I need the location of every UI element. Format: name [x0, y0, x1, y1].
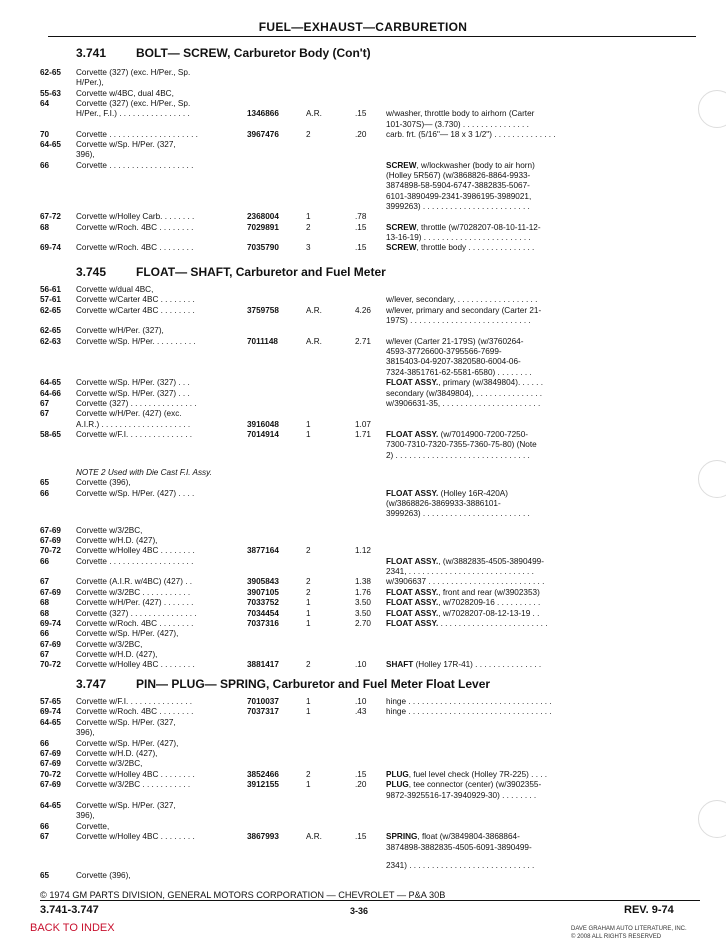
description: Corvette w/Sp. H/Per. . . . . . . . . . — [76, 336, 196, 346]
part-detail: 3874898-3882835-4505-6091-3890499- — [386, 842, 532, 852]
price: 3.50 — [355, 608, 371, 618]
description: Corvette w/H/Per. (427) (exc. — [76, 409, 182, 419]
price: .15 — [355, 109, 367, 119]
part-detail: w/lever, secondary, . . . . . . . . . . . . . . . . . . — [386, 295, 538, 305]
year-range: 67-69 — [40, 536, 61, 546]
description: Corvette w/3/2BC . . . . . . . . . . . — [76, 587, 191, 597]
quantity: 2 — [306, 587, 311, 597]
part-detail: 13-16-19) . . . . . . . . . . . . . . . . . . . . . . . . — [386, 232, 531, 242]
description: Corvette w/Roch. 4BC . . . . . . . . — [76, 618, 194, 628]
page-number: 3-36 — [350, 906, 369, 916]
price: .15 — [355, 832, 367, 842]
year-range: 67-69 — [40, 525, 61, 535]
year-range: 67-69 — [40, 639, 61, 649]
part-detail: w/lever, primary and secondary (Carter 21- — [386, 305, 542, 315]
price: .43 — [355, 707, 367, 717]
price: 4.26 — [355, 305, 371, 315]
description: Corvette w/Roch. 4BC . . . . . . . . — [76, 222, 194, 232]
part-number: 7011148 — [247, 336, 278, 346]
price: 3.50 — [355, 598, 371, 608]
year-range: 64-65 — [40, 717, 61, 727]
part-number: 3912155 — [247, 780, 279, 790]
description: Corvette w/Sp. H/Per. (327) . . . — [76, 388, 190, 398]
year-range: 64-65 — [40, 378, 61, 388]
description: Corvette (327) . . . . . . . . . . . . . . . — [76, 398, 197, 408]
part-detail: FLOAT ASSY. . . . . . . . . . . . . . . . . . . . . . . . . — [386, 618, 548, 628]
description: Corvette w/3/2BC, — [76, 639, 143, 649]
part-detail: FLOAT ASSY., (w/3882835-4505-3890499- — [386, 556, 544, 566]
description: H/Per., F.I.) . . . . . . . . . . . . . . . . — [76, 109, 190, 119]
part-detail: 2341, . . . . . . . . . . . . . . . . . . . . . . . . . . . . — [386, 567, 534, 577]
table-row — [0, 728, 726, 739]
description: Corvette (396), — [76, 478, 131, 488]
description: Corvette (396), — [76, 871, 131, 881]
table-row — [0, 451, 726, 462]
year-range: 64-65 — [40, 801, 61, 810]
description: Corvette w/Roch. 4BC . . . . . . . . — [76, 243, 194, 253]
part-detail: 3999263) . . . . . . . . . . . . . . . . . . . . . . . . — [386, 201, 530, 211]
table-row — [0, 420, 726, 431]
year-range: 67 — [40, 577, 50, 587]
table-row — [0, 285, 726, 296]
price: 1.07 — [355, 419, 371, 429]
table-row — [0, 368, 726, 379]
year-range: 66 — [40, 556, 50, 566]
index-range: 3.741-3.747 — [40, 904, 99, 916]
description: Corvette (327) . . . . . . . . . . . . . . . — [76, 608, 197, 618]
table-row — [0, 378, 726, 389]
description: Corvette w/Holley 4BC . . . . . . . . — [76, 660, 195, 670]
part-number: 3881417 — [247, 660, 279, 670]
quantity: 1 — [306, 212, 311, 222]
price: .20 — [355, 780, 367, 790]
table-row — [0, 337, 726, 348]
year-range: 67-69 — [40, 759, 61, 769]
table-row — [0, 295, 726, 306]
year-range: 69-74 — [40, 707, 61, 717]
part-detail: (Holley 5R567) (w/3868826-8864-9933- — [386, 171, 531, 180]
section-title: FLOAT— SHAFT, Carburetor and Fuel Meter — [136, 265, 386, 279]
description: Corvette w/dual 4BC, — [76, 285, 154, 294]
part-detail: SHAFT (Holley 17R-41) . . . . . . . . . . . . . . . — [386, 660, 542, 670]
table-row — [0, 357, 726, 368]
part-detail: 3999263) . . . . . . . . . . . . . . . . . . . . . . . . — [386, 509, 530, 519]
description: Corvette . . . . . . . . . . . . . . . . . . . . — [76, 129, 198, 139]
description: Corvette w/Carter 4BC . . . . . . . . — [76, 305, 195, 315]
year-range: 55-63 — [40, 88, 61, 98]
table-row — [0, 619, 726, 630]
table-row — [0, 770, 726, 781]
year-range: 57-61 — [40, 295, 61, 305]
year-range: 64-66 — [40, 388, 61, 398]
quantity: 2 — [306, 546, 311, 556]
quantity: 1 — [306, 697, 311, 706]
table-row — [0, 577, 726, 588]
description: Corvette w/H.D. (427), — [76, 649, 158, 659]
part-detail: w/washer, throttle body to airhorn (Carter — [386, 109, 535, 119]
part-detail: 2341) . . . . . . . . . . . . . . . . . . . . . . . . . . . . — [386, 861, 535, 870]
price: .15 — [355, 222, 367, 232]
description: Corvette w/Sp. H/Per. (327, — [76, 801, 176, 810]
year-range: 56-61 — [40, 285, 61, 294]
description: Corvette w/F.I. . . . . . . . . . . . . . . — [76, 697, 193, 706]
table-row — [0, 832, 726, 843]
section-heading — [76, 46, 371, 60]
description: H/Per.), — [76, 78, 104, 88]
year-range: 62-65 — [40, 326, 61, 336]
table-row — [0, 389, 726, 400]
table-row — [0, 567, 726, 578]
part-detail: FLOAT ASSY., front and rear (w/3902353) — [386, 587, 540, 597]
quantity: 1 — [306, 618, 311, 628]
description: Corvette (327) (exc. H/Per., Sp. — [76, 68, 191, 77]
description: Corvette w/Carter 4BC . . . . . . . . — [76, 295, 195, 305]
description: Corvette w/Holley 4BC . . . . . . . . — [76, 546, 195, 556]
description: 396), — [76, 150, 95, 160]
part-detail: 4593-37726600-3795566-7699- — [386, 347, 502, 357]
part-detail: 3874898-58-5904-6747-3882835-5067- — [386, 181, 530, 191]
description: A.I.R.) . . . . . . . . . . . . . . . . . . . . — [76, 419, 191, 429]
price: .15 — [355, 243, 367, 253]
price: 2.70 — [355, 618, 371, 628]
table-row — [0, 822, 726, 833]
year-range: 62-65 — [40, 305, 61, 315]
year-range: 70-72 — [40, 546, 61, 556]
part-detail: FLOAT ASSY., primary (w/3849804). . . . . . — [386, 378, 543, 388]
quantity: 1 — [306, 429, 311, 439]
year-range: 67 — [40, 832, 50, 842]
table-row — [0, 536, 726, 547]
table-row — [0, 306, 726, 317]
part-detail: 7300-7310-7320-7355-7360-75-80) (Note — [386, 440, 537, 450]
quantity: 1 — [306, 780, 311, 790]
price: 2.71 — [355, 336, 371, 346]
description: Corvette w/3/2BC, — [76, 759, 143, 769]
header-rule — [48, 36, 696, 37]
description: Corvette w/Holley 4BC . . . . . . . . — [76, 769, 195, 779]
copyright-line: © 1974 GM PARTS DIVISION, GENERAL MOTORS CORPORATION — CHEVROLET — P&A 30B — [40, 890, 446, 900]
price: 1.76 — [355, 587, 371, 597]
description: Corvette w/Holley 4BC . . . . . . . . — [76, 832, 195, 842]
part-detail: SPRING, float (w/3849804-3868864- — [386, 832, 520, 842]
year-range: 62-65 — [40, 68, 61, 77]
description: Corvette w/Holley Carb. . . . . . . . — [76, 212, 195, 222]
table-row — [0, 468, 726, 479]
part-number: 7010037 — [247, 697, 279, 706]
quantity: A.R. — [306, 305, 322, 315]
table-row — [0, 489, 726, 500]
quantity: 2 — [306, 222, 311, 232]
description: Corvette w/Sp. H/Per. (427), — [76, 738, 179, 748]
year-range: 64-65 — [40, 140, 61, 150]
year-range: 68 — [40, 598, 50, 608]
part-detail: 3815403-04-9207-3820580-6004-06- — [386, 357, 521, 367]
year-range: 68 — [40, 222, 50, 232]
back-to-index-link[interactable]: BACK TO INDEX — [30, 922, 115, 934]
table-row — [0, 718, 726, 729]
part-detail: SCREW, w/lockwasher (body to air horn) — [386, 160, 535, 170]
credit-notice — [571, 925, 687, 941]
footer-rule — [40, 900, 700, 901]
year-range: 57-65 — [40, 697, 61, 706]
year-range: 68 — [40, 608, 50, 618]
year-range: 67 — [40, 409, 50, 419]
description: Corvette (A.I.R. w/4BC) (427) . . — [76, 577, 193, 587]
year-range: 67-72 — [40, 212, 61, 222]
part-number: 3877164 — [247, 546, 279, 556]
year-range: 70-72 — [40, 769, 61, 779]
year-range: 66 — [40, 629, 50, 639]
quantity: 2 — [306, 769, 311, 779]
description: Corvette w/Sp. H/Per. (327, — [76, 140, 176, 150]
quantity: A.R. — [306, 832, 322, 842]
quantity: 2 — [306, 129, 311, 139]
section-title: BOLT— SCREW, Carburetor Body (Con't) — [136, 46, 371, 60]
price: 1.71 — [355, 429, 371, 439]
part-number: 1346866 — [247, 109, 279, 119]
year-range: 66 — [40, 821, 50, 831]
revision: REV. 9-74 — [624, 904, 674, 916]
part-number: 7014914 — [247, 429, 279, 439]
table-row — [0, 801, 726, 812]
year-range: 66 — [40, 738, 50, 748]
description: Corvette, — [76, 821, 110, 831]
section-heading — [76, 265, 386, 279]
price: .10 — [355, 660, 367, 670]
table-row — [0, 546, 726, 557]
part-number: 7033752 — [247, 598, 279, 608]
quantity: 1 — [306, 608, 311, 618]
description: Corvette w/H/Per. (427) . . . . . . . — [76, 598, 194, 608]
table-row — [0, 509, 726, 520]
table-row — [0, 739, 726, 750]
quantity: A.R. — [306, 109, 322, 119]
part-detail: 197S) . . . . . . . . . . . . . . . . . . . . . . . . . . . — [386, 316, 531, 326]
year-range: 65 — [40, 871, 50, 881]
part-detail: secondary (w/3849804), . . . . . . . . . . . . . . . — [386, 388, 543, 398]
part-detail: carb. frt. (5/16"— 18 x 3 1/2") . . . . . . . . . . . . . . — [386, 129, 556, 139]
table-row — [0, 759, 726, 770]
part-number: 7029891 — [247, 222, 279, 232]
part-detail: FLOAT ASSY., w/7028207-08-12-13-19 . . — [386, 608, 540, 618]
description: Corvette w/Sp. H/Per. (327, — [76, 717, 176, 727]
price: 1.12 — [355, 546, 371, 556]
part-number: 3852466 — [247, 769, 279, 779]
section-number: 3.745 — [76, 265, 107, 279]
year-range: 65 — [40, 478, 50, 488]
table-row — [0, 430, 726, 441]
credit-line: © 2008 ALL RIGHTS RESERVED — [571, 934, 662, 940]
part-detail: 2) . . . . . . . . . . . . . . . . . . . . . . . . . . . . . . — [386, 450, 530, 460]
part-detail: FLOAT ASSY. (w/7014900-7200-7250- — [386, 429, 528, 439]
part-detail: 101-307S)— (3.730) . . . . . . . . . . . . . . . — [386, 119, 529, 129]
table-row — [0, 478, 726, 489]
part-detail: 7324-3851761-62-5581-6580) . . . . . . . . — [386, 367, 532, 377]
description: Corvette w/Roch. 4BC . . . . . . . . — [76, 707, 194, 717]
part-detail: SCREW, throttle (w/7028207-08-10-11-12- — [386, 222, 541, 232]
quantity: 2 — [306, 660, 311, 670]
table-row — [0, 499, 726, 510]
quantity: 1 — [306, 419, 311, 429]
year-range: 66 — [40, 160, 50, 170]
part-detail: FLOAT ASSY., w/7028209-16 . . . . . . . . . . — [386, 598, 541, 608]
part-number: 3907105 — [247, 587, 279, 597]
description: Corvette w/H.D. (427), — [76, 749, 158, 758]
part-detail: 6101-3890499-2341-3986195-3989021, — [386, 191, 532, 201]
year-range: 67 — [40, 649, 50, 659]
price: .78 — [355, 212, 367, 222]
table-row — [0, 316, 726, 327]
quantity: 1 — [306, 598, 311, 608]
year-range: 64 — [40, 98, 50, 108]
part-detail: w/lever (Carter 21-179S) (w/3760264- — [386, 336, 524, 346]
table-row — [0, 660, 726, 671]
table-row — [0, 791, 726, 802]
part-number: 7037317 — [247, 707, 279, 717]
part-number: 7035790 — [247, 243, 279, 253]
part-detail: 9872-3925516-17-3940929-30) . . . . . . . . — [386, 790, 537, 800]
table-row — [0, 629, 726, 640]
table-row — [0, 588, 726, 599]
year-range: 58-65 — [40, 429, 61, 439]
table-row — [0, 861, 726, 872]
section-heading — [76, 677, 490, 691]
table-row — [0, 526, 726, 537]
part-number: 3967476 — [247, 129, 279, 139]
description: Corvette w/F.I. . . . . . . . . . . . . . . — [76, 429, 193, 439]
description: Corvette w/Sp. H/Per. (427) . . . . — [76, 488, 195, 498]
description: Corvette w/3/2BC . . . . . . . . . . . — [76, 780, 191, 790]
table-row — [0, 347, 726, 358]
price: .20 — [355, 129, 367, 139]
table-row — [0, 811, 726, 822]
quantity: 3 — [306, 243, 311, 253]
table-row — [0, 871, 726, 882]
part-detail: w/3906637 . . . . . . . . . . . . . . . . . . . . . . . . . . — [386, 577, 545, 587]
year-range: 67-69 — [40, 749, 61, 758]
table-row — [0, 409, 726, 420]
part-number: 2368004 — [247, 212, 279, 222]
year-range: 66 — [40, 488, 50, 498]
table-row — [0, 640, 726, 651]
description: Corvette w/4BC, dual 4BC, — [76, 88, 174, 98]
part-detail: SCREW, throttle body . . . . . . . . . . . . . . . — [386, 243, 535, 253]
table-row — [0, 598, 726, 609]
table-row — [0, 243, 726, 254]
part-detail: PLUG, tee connector (center) (w/3902355- — [386, 780, 542, 790]
description: 396), — [76, 811, 95, 821]
section-number: 3.747 — [76, 677, 107, 691]
table-row — [0, 749, 726, 760]
price: 1.38 — [355, 577, 371, 587]
part-number: 3916048 — [247, 419, 279, 429]
description: Corvette w/Sp. H/Per. (427), — [76, 629, 179, 639]
part-detail: PLUG, fuel level check (Holley 7R-225) . . . . — [386, 769, 548, 779]
table-row — [0, 697, 726, 708]
table-row — [0, 843, 726, 854]
table-row — [0, 609, 726, 620]
part-number: 3867993 — [247, 832, 279, 842]
table-row — [0, 650, 726, 661]
part-number: 7037316 — [247, 618, 279, 628]
description: Corvette . . . . . . . . . . . . . . . . . . . — [76, 556, 194, 566]
description: Corvette w/H.D. (427), — [76, 536, 158, 546]
table-row — [0, 399, 726, 410]
quantity: 2 — [306, 577, 311, 587]
description: 396), — [76, 728, 95, 738]
year-range: 67-69 — [40, 587, 61, 597]
description: Corvette w/3/2BC, — [76, 525, 143, 535]
description: Corvette (327) (exc. H/Per., Sp. — [76, 98, 191, 108]
part-number: 3759758 — [247, 305, 279, 315]
part-detail: hinge . . . . . . . . . . . . . . . . . . . . . . . . . . . . . . . . — [386, 697, 552, 706]
table-row — [0, 780, 726, 791]
table-row — [0, 707, 726, 718]
section-number: 3.741 — [76, 46, 107, 60]
part-detail: hinge . . . . . . . . . . . . . . . . . . . . . . . . . . . . . . . . — [386, 707, 552, 717]
price: .15 — [355, 769, 367, 779]
table-row — [0, 440, 726, 451]
description: Corvette . . . . . . . . . . . . . . . . . . . — [76, 160, 194, 170]
part-detail: FLOAT ASSY. (Holley 16R-420A) — [386, 488, 508, 498]
table-row — [0, 557, 726, 568]
table-row — [0, 326, 726, 337]
description: Corvette w/Sp. H/Per. (327) . . . — [76, 378, 190, 388]
quantity: A.R. — [306, 336, 322, 346]
year-range: 69-74 — [40, 618, 61, 628]
credit-line: DAVE GRAHAM AUTO LITERATURE, INC. — [571, 926, 687, 932]
year-range: 70 — [40, 129, 50, 139]
part-detail: (w/3868826-3869933-3886101- — [386, 499, 501, 508]
year-range: 67 — [40, 398, 50, 408]
year-range: 70-72 — [40, 660, 61, 670]
description: Corvette w/H/Per. (327), — [76, 326, 164, 336]
section-title: PIN— PLUG— SPRING, Carburetor and Fuel Meter Float Lever — [136, 677, 491, 691]
part-number: 3905843 — [247, 577, 279, 587]
quantity: 1 — [306, 707, 311, 717]
description: NOTE 2 Used with Die Cast F.I. Assy. — [76, 467, 212, 477]
year-range: 67-69 — [40, 780, 61, 790]
part-detail: w/3906631-35, . . . . . . . . . . . . . . . . . . . . . . — [386, 398, 541, 408]
part-number: 7034454 — [247, 608, 279, 618]
year-range: 62-63 — [40, 336, 61, 346]
page-header: FUEL—EXHAUST—CARBURETION — [258, 20, 468, 34]
price: .10 — [355, 697, 367, 706]
year-range: 69-74 — [40, 243, 61, 253]
